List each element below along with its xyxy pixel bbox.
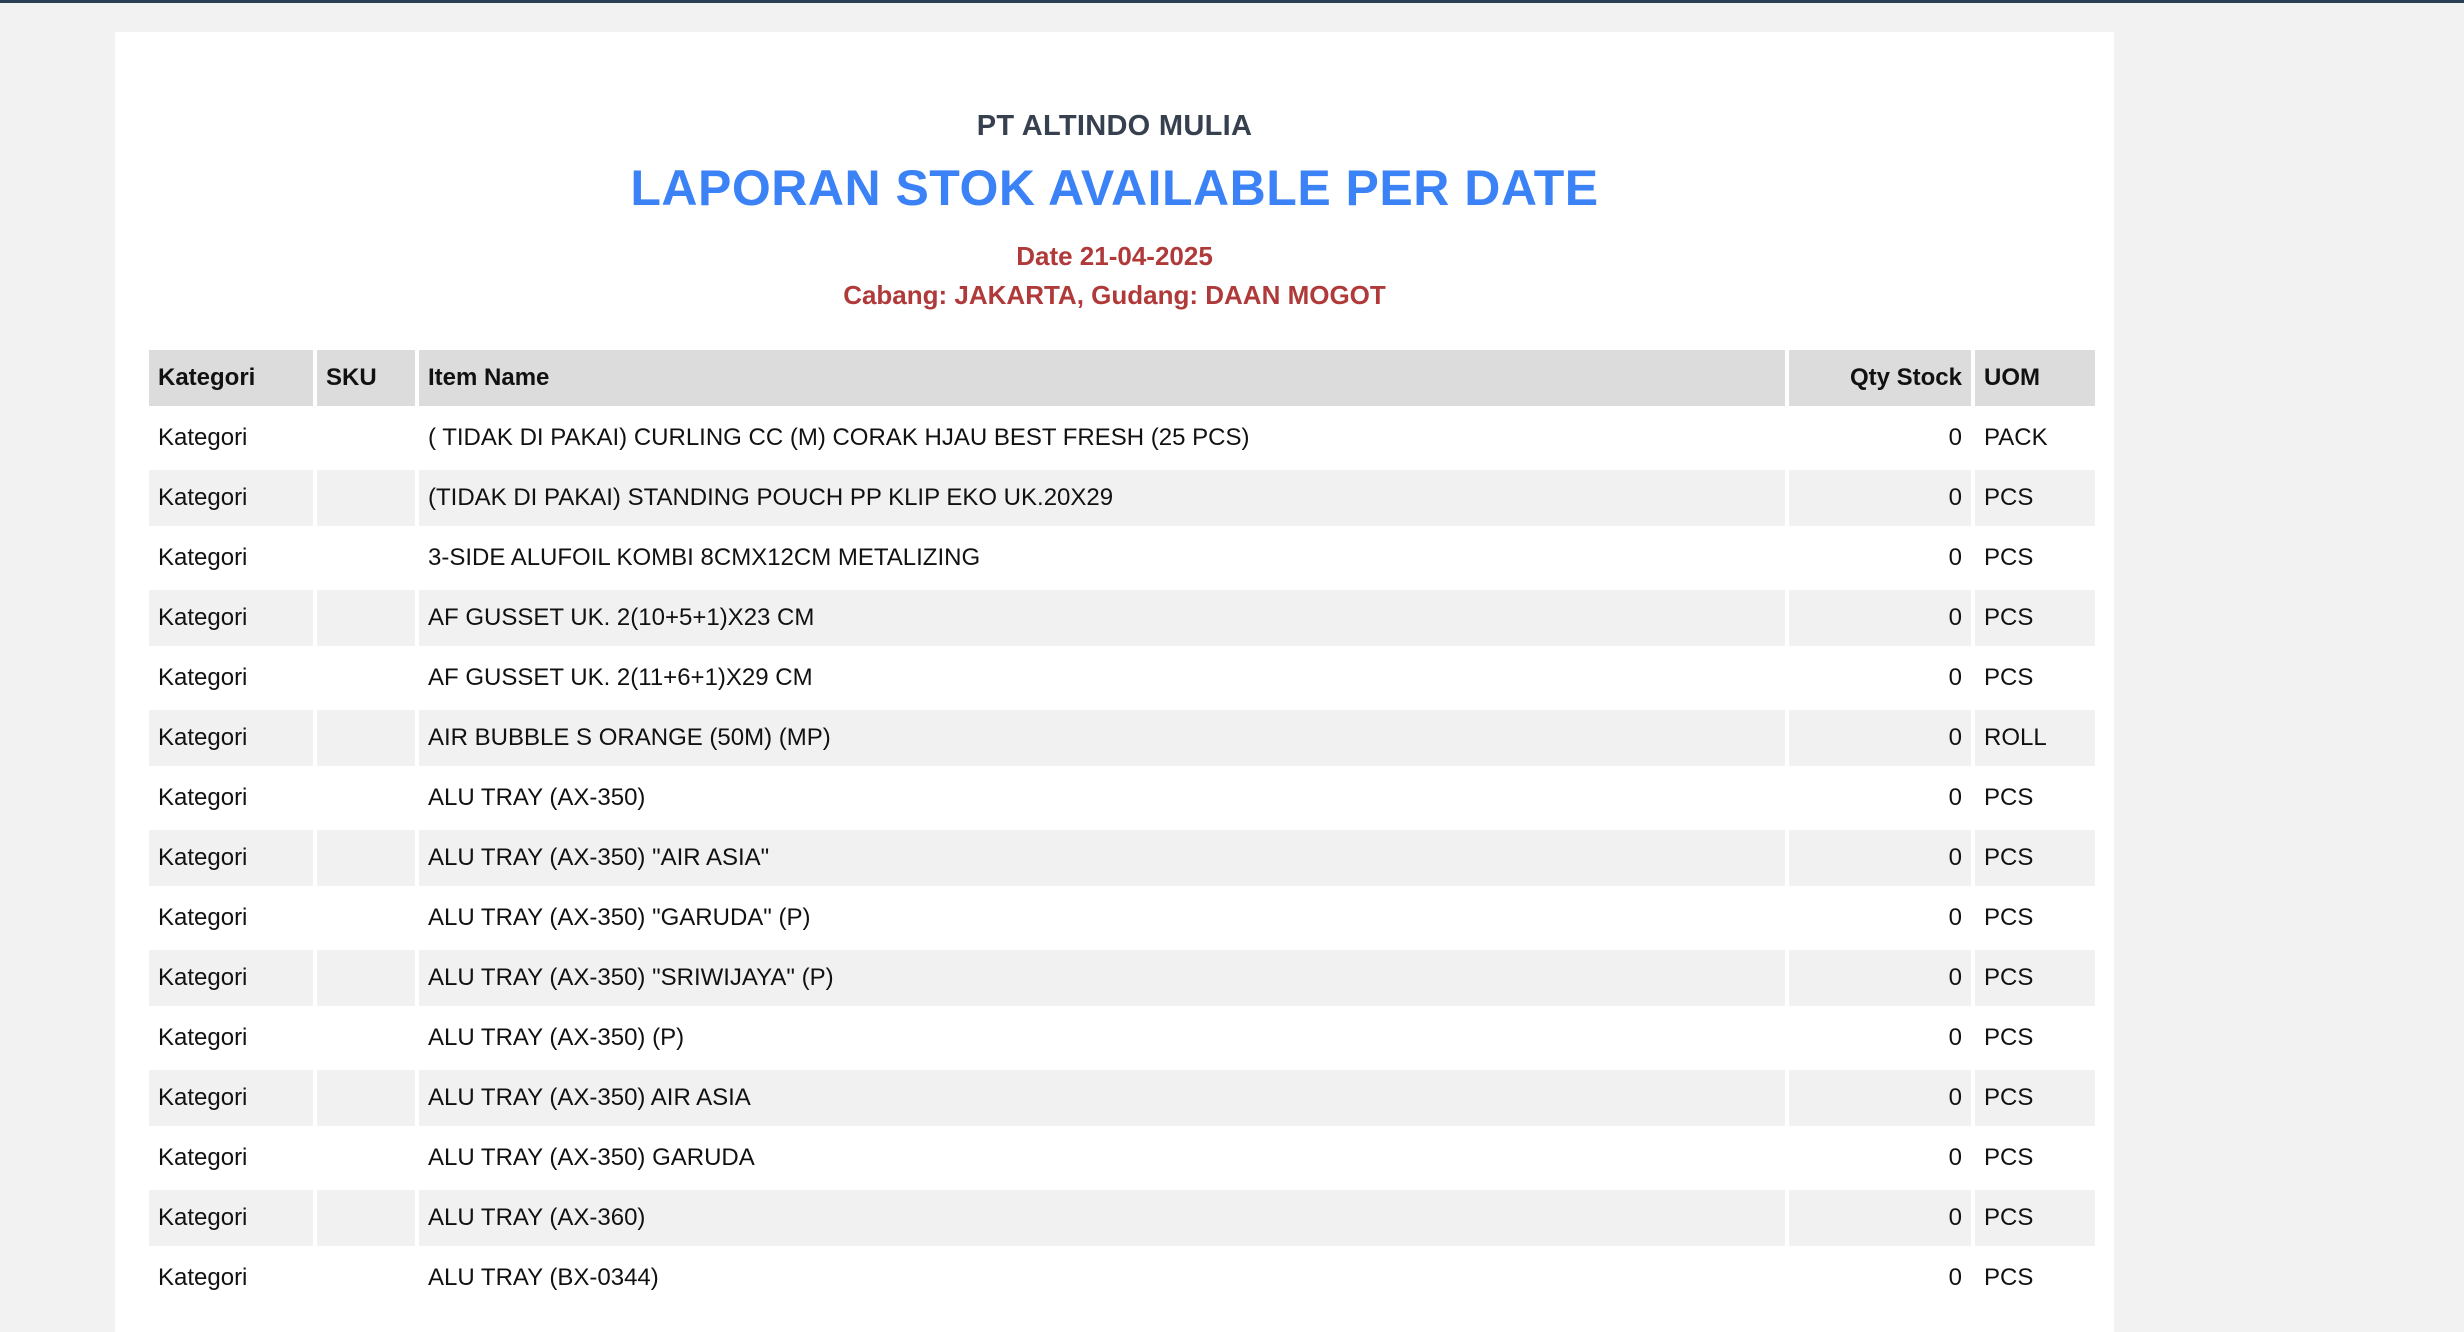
- cell-item-name: (TIDAK DI PAKAI) STANDING POUCH PP KLIP EKO UK.20X29: [419, 470, 1785, 526]
- cell-qty-stock: 0: [1789, 1130, 1971, 1186]
- table-row: [149, 410, 2095, 466]
- cell-item-name: AF GUSSET UK. 2(10+5+1)X23 CM: [419, 590, 1785, 646]
- cell-item-name: ( TIDAK DI PAKAI) CURLING CC (M) CORAK HJAU BEST FRESH (25 PCS): [419, 410, 1785, 466]
- cell-qty-stock: 0: [1789, 1250, 1971, 1306]
- cell-kategori: Kategori: [149, 770, 313, 826]
- cell-sku: [317, 410, 415, 466]
- cell-uom: PCS: [1975, 1010, 2095, 1066]
- cell-uom: PCS: [1975, 1130, 2095, 1186]
- cell-sku: [317, 1190, 415, 1246]
- table-row: [149, 950, 2095, 1006]
- cell-item-name: ALU TRAY (AX-350) AIR ASIA: [419, 1070, 1785, 1126]
- column-header-kategori: Kategori: [149, 350, 313, 406]
- cell-qty-stock: 0: [1789, 710, 1971, 766]
- cell-kategori: Kategori: [149, 470, 313, 526]
- table-row: [149, 530, 2095, 586]
- cell-qty-stock: 0: [1789, 1070, 1971, 1126]
- cell-kategori: Kategori: [149, 1010, 313, 1066]
- cell-kategori: Kategori: [149, 950, 313, 1006]
- cell-qty-stock: 0: [1789, 770, 1971, 826]
- cell-qty-stock: 0: [1789, 650, 1971, 706]
- cell-kategori: Kategori: [149, 1070, 313, 1126]
- cell-uom: PACK: [1975, 410, 2095, 466]
- column-header-sku: SKU: [317, 350, 415, 406]
- cell-kategori: Kategori: [149, 1130, 313, 1186]
- cell-uom: ROLL: [1975, 710, 2095, 766]
- column-header-item-name: Item Name: [419, 350, 1785, 406]
- cell-uom: PCS: [1975, 1250, 2095, 1306]
- top-border: [0, 0, 2464, 3]
- cell-item-name: ALU TRAY (AX-350) GARUDA: [419, 1130, 1785, 1186]
- cell-qty-stock: 0: [1789, 470, 1971, 526]
- cell-sku: [317, 950, 415, 1006]
- cell-item-name: ALU TRAY (BX-0344): [419, 1250, 1785, 1306]
- table-header-row: [149, 350, 2095, 406]
- branch-warehouse: Cabang: JAKARTA, Gudang: DAAN MOGOT: [843, 280, 1386, 310]
- cell-sku: [317, 890, 415, 946]
- cell-sku: [317, 1010, 415, 1066]
- cell-uom: PCS: [1975, 650, 2095, 706]
- cell-kategori: Kategori: [149, 710, 313, 766]
- cell-item-name: ALU TRAY (AX-350) "GARUDA" (P): [419, 890, 1785, 946]
- cell-uom: PCS: [1975, 830, 2095, 886]
- table-row: [149, 1130, 2095, 1186]
- company-name: PT ALTINDO MULIA: [976, 110, 1253, 142]
- report-date: Date 21-04-2025: [1016, 241, 1213, 271]
- cell-sku: [317, 650, 415, 706]
- cell-uom: PCS: [1975, 1070, 2095, 1126]
- cell-item-name: ALU TRAY (AX-350): [419, 770, 1785, 826]
- cell-qty-stock: 0: [1789, 1190, 1971, 1246]
- table-row: [149, 1250, 2095, 1306]
- report-sheet: [115, 32, 2114, 1332]
- cell-sku: [317, 1070, 415, 1126]
- cell-uom: PCS: [1975, 770, 2095, 826]
- cell-kategori: Kategori: [149, 1190, 313, 1246]
- cell-kategori: Kategori: [149, 590, 313, 646]
- cell-kategori: Kategori: [149, 650, 313, 706]
- cell-sku: [317, 1130, 415, 1186]
- cell-sku: [317, 470, 415, 526]
- cell-uom: PCS: [1975, 470, 2095, 526]
- cell-uom: PCS: [1975, 890, 2095, 946]
- cell-uom: PCS: [1975, 950, 2095, 1006]
- table-row: [149, 1190, 2095, 1246]
- cell-sku: [317, 710, 415, 766]
- cell-qty-stock: 0: [1789, 530, 1971, 586]
- table-row: [149, 710, 2095, 766]
- cell-kategori: Kategori: [149, 410, 313, 466]
- cell-kategori: Kategori: [149, 890, 313, 946]
- column-header-uom: UOM: [1975, 350, 2095, 406]
- cell-item-name: 3-SIDE ALUFOIL KOMBI 8CMX12CM METALIZING: [419, 530, 1785, 586]
- cell-item-name: ALU TRAY (AX-350) (P): [419, 1010, 1785, 1066]
- table-body: [149, 410, 2095, 1306]
- cell-item-name: AIR BUBBLE S ORANGE (50M) (MP): [419, 710, 1785, 766]
- table-row: [149, 590, 2095, 646]
- cell-item-name: ALU TRAY (AX-350) "AIR ASIA": [419, 830, 1785, 886]
- table-row: [149, 650, 2095, 706]
- table-row: [149, 1010, 2095, 1066]
- table-row: [149, 470, 2095, 526]
- cell-uom: PCS: [1975, 590, 2095, 646]
- cell-sku: [317, 530, 415, 586]
- cell-uom: PCS: [1975, 530, 2095, 586]
- cell-sku: [317, 590, 415, 646]
- cell-item-name: AF GUSSET UK. 2(11+6+1)X29 CM: [419, 650, 1785, 706]
- cell-sku: [317, 770, 415, 826]
- table-row: [149, 1070, 2095, 1126]
- cell-uom: PCS: [1975, 1190, 2095, 1246]
- cell-kategori: Kategori: [149, 1250, 313, 1306]
- table-row: [149, 770, 2095, 826]
- cell-qty-stock: 0: [1789, 890, 1971, 946]
- table-row: [149, 890, 2095, 946]
- column-header-qty-stock: Qty Stock: [1789, 350, 1971, 406]
- cell-qty-stock: 0: [1789, 1010, 1971, 1066]
- cell-item-name: ALU TRAY (AX-350) "SRIWIJAYA" (P): [419, 950, 1785, 1006]
- table-row: [149, 830, 2095, 886]
- cell-qty-stock: 0: [1789, 830, 1971, 886]
- cell-item-name: ALU TRAY (AX-360): [419, 1190, 1785, 1246]
- report-title: LAPORAN STOK AVAILABLE PER DATE: [630, 160, 1599, 216]
- cell-kategori: Kategori: [149, 830, 313, 886]
- cell-qty-stock: 0: [1789, 590, 1971, 646]
- cell-sku: [317, 830, 415, 886]
- cell-qty-stock: 0: [1789, 950, 1971, 1006]
- cell-qty-stock: 0: [1789, 410, 1971, 466]
- stock-table: [145, 346, 2099, 1310]
- cell-kategori: Kategori: [149, 530, 313, 586]
- cell-sku: [317, 1250, 415, 1306]
